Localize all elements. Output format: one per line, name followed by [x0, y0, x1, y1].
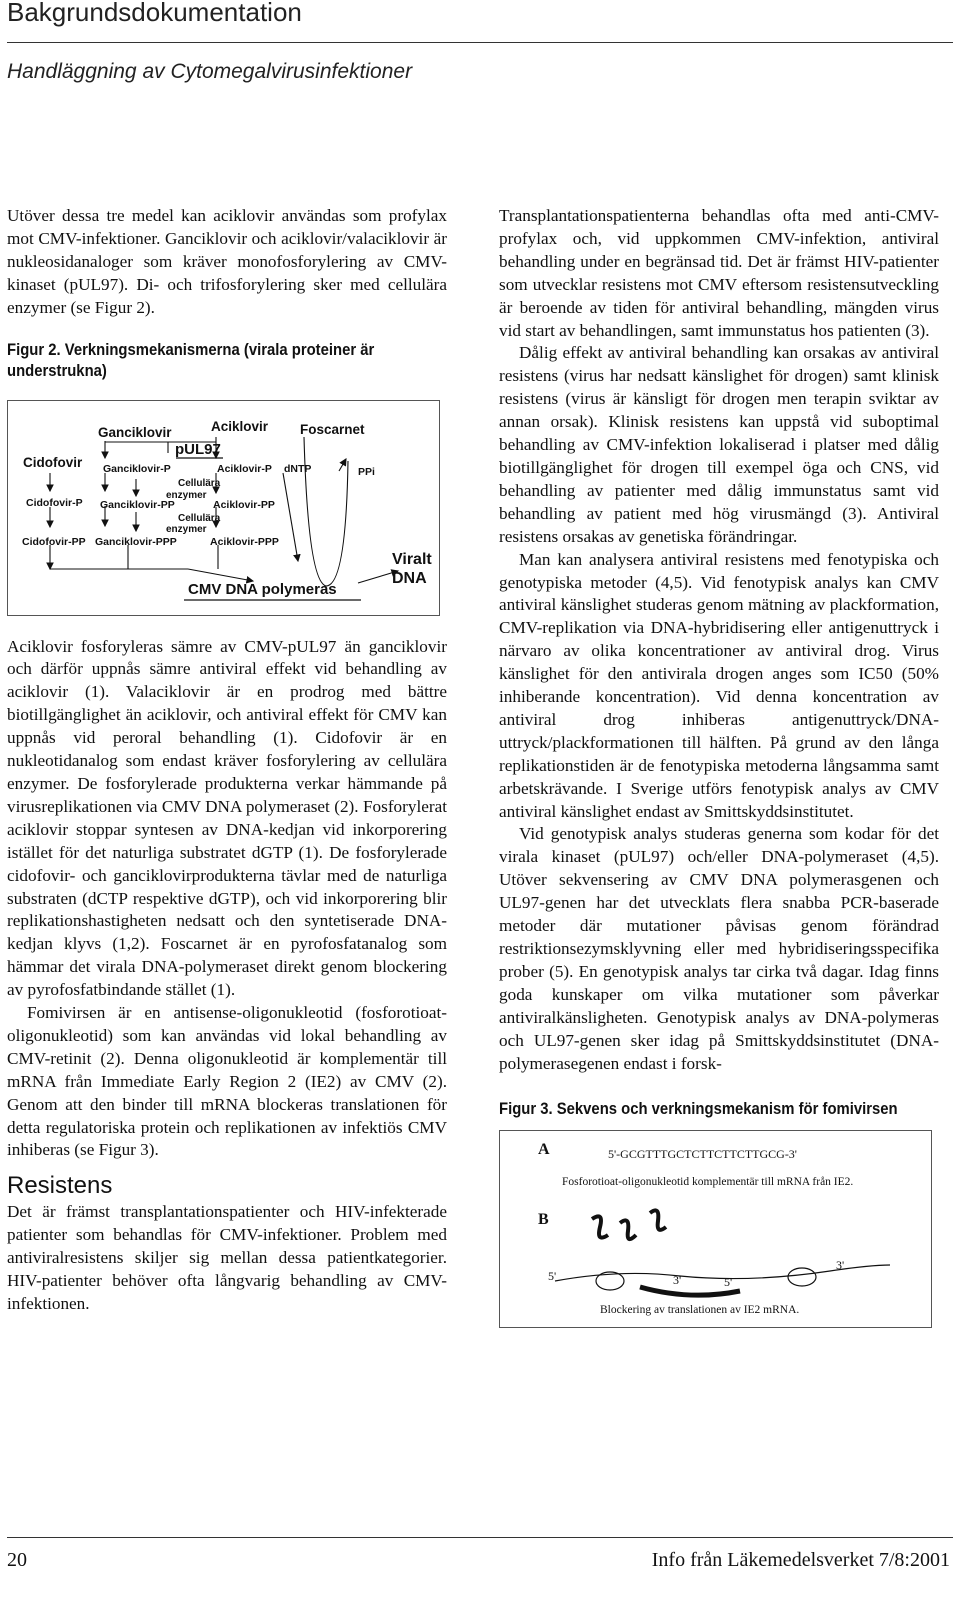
section-heading-resistens: Resistens	[7, 1172, 113, 1200]
label-dna: DNA	[392, 569, 427, 587]
three-prime-oligo: 3'	[673, 1273, 682, 1288]
label-a: A	[538, 1141, 550, 1159]
mechanism-paragraph: Aciklovir fosforyleras sämre av CMV-pUL97 än ganciklovir och därför uppnås sämre antiviral effekt vid behandling av aciklovir (1). Valaciklovir är en prodrog med bättre biotillgänglighet än aciklovir, och antiviral effekt för CMV kan uppnås vid peroral behandling (1). Cidofovir är en nukleotidanalog som endast kräver fosforylering av cellulära enzymer. De fosforylerade produkterna verkar hämmande på virusreplikationen via CMV DNA polymeraset (2). Fosforylerat aciklovir stoppar syntesen av DNA-kedjan vid inkorporering istället för det naturliga substratet dGTP (1). De fosforylerade cidofovir- och ganciklovirprodukterna tävlar med de naturliga substraten (dCTP respektive dGTP), och vid inkorporering blir replikationshastigheten nedsatt och den syntetiserade DNA-kedjan klyvs (1,2). Foscarnet är en pyrofosfatanalog som hämmar det virala DNA-polymeraset direkt genom blockering av pyrofosfatbindande stället (1).	[7, 636, 447, 1000]
label-cellulara-2: Cellulära	[178, 512, 221, 524]
label-ganciklovir-p: Ganciklovir-P	[103, 462, 171, 475]
intro-paragraph: Utöver dessa tre medel kan aciklovir användas som profylax mot CMV-infektioner. Ganciklovir och aciklovir/valaciklovir är nukleosidanaloger som kräver monofosforylering av CMV-kinaset (pUL97). Di- och trifosforylering sker med cellulära enzymer (se Figur 2).	[7, 206, 447, 317]
label-aciklovir-p: Aciklovir-P	[217, 462, 272, 475]
label-ganciklovir-ppp: Ganciklovir-PPP	[95, 535, 177, 548]
label-cidofovir-pp: Cidofovir-PP	[22, 535, 86, 548]
figure-3-caption: Figur 3. Sekvens och verkningsmekanism för fomivirsen	[499, 1100, 898, 1119]
label-cidofovir-p: Cidofovir-P	[26, 496, 83, 509]
label-pul97: pUL97	[175, 440, 221, 458]
label-cellulara-1: Cellulära	[178, 477, 221, 489]
label-dntp: dNTP	[284, 462, 312, 475]
page-number: 20	[7, 1549, 27, 1571]
document-header-title: Bakgrundsdokumentation	[7, 0, 302, 27]
sequence-label: 5'-GCGTTTGCTCTTCTTCTTGCG-3'	[608, 1147, 797, 1162]
phenotypic-paragraph: Man kan analysera antiviral resistens med fenotypiska och genotypiska metoder (4,5). Vid fenotypisk analys kan CMV antiviral känslighet studeras genom mätning av plackformation, CMV-replikation via DNA-hybridisering eller antigenuttryck i närvaro av olika koncentrationer av antiviral drog. Virus känslighet för den antivirala drogen anges som IC50 (50% inhiberande koncentration). Vid denna koncentration av antiviral drog inhiberas antigenuttryck/DNA-uttryck/plackformationen till hälften. På grund av den långa replikationstiden är de fenotypiska metoderna långsamma samt arbetskrävande. I Sverige utförs fenotypisk analys av CMV antiviral känslighet endast av Smittskyddsinstitutet.	[499, 549, 939, 821]
publication-name: Info från Läkemedelsverket 7/8:2001	[651, 1549, 950, 1571]
genotypic-paragraph: Vid genotypisk analys studeras generna som kodar för det virala kinaset (pUL97) och/eller DNA-polymeraset (4,5). Utöver sekvensering av CMV DNA polymerasgenen och UL97-genen har det utvecklats flera snabba PCR-baserade metoder där mutationer påvisas genom förändrad restriktionsezymsklyvning eller med hybridiseringsspecifika prober (5). En genotypisk analys tar cirka två dagar. Idag finns goda kunskaper om vilka mutationer som påverkar antiviralkänsligheten. Genotypisk analys av DNA-polymeras och UL97-genen sker idag på Smittskyddsinstitutet (DNA-polymerasegenen endast i forsk-	[499, 824, 939, 1073]
label-ganciklovir: Ganciklovir	[98, 424, 172, 440]
left-column	[7, 205, 447, 1316]
label-cmv-dna-polymeras: CMV DNA polymeras	[188, 580, 337, 598]
label-ppi: PPi	[358, 465, 375, 478]
label-aciklovir-pp: Aciklovir-PP	[213, 498, 275, 511]
clinical-resistance-paragraph: Dålig effekt av antiviral behandling kan orsakas av antiviral resistens (virus har nedsatt känslighet för drogen) samt klinisk resistens (virus är känsligt för drogen men terapin sviktar av annan orsak). Klinisk resistens kan uppstå vid suboptimal behandling av CMV-infektion lokaliserad i platser med dålig biotillgänglighet för drogen till exempel öga och CNS, vid behandling av patienter med dålig immunstatus samt vid behandling av patient med hög virusmängd (3). Antiviral resistens orsakas av genetiska förändringar.	[499, 343, 939, 546]
description-label: Fosforotioat-oligonukleotid komplementär till mRNA från IE2.	[562, 1176, 854, 1189]
header-divider	[7, 42, 953, 43]
figure-3-diagram	[499, 1130, 932, 1328]
footer-divider	[7, 1537, 953, 1538]
five-prime-oligo: 5'	[724, 1275, 733, 1290]
transplant-paragraph: Transplantationspatienterna behandlas ofta med anti-CMV-profylax och, vid uppkommen CMV-infektion, antiviral behandling under en begränsad tid. Det är främst HIV-patienter som utvecklar resistens mot CMV eftersom resistensutveckling är beroende av tiden för antiviral behandling, mängden virus vid start av behandlingen, samt immunstatus hos patienten (3).	[499, 206, 939, 340]
five-prime-mrna: 5'	[548, 1269, 557, 1284]
label-foscarnet: Foscarnet	[300, 421, 365, 437]
document-header-subtitle: Handläggning av Cytomegalvirusinfektioner	[7, 60, 413, 83]
label-enzymer-2: enzymer	[166, 523, 207, 535]
label-aciklovir-ppp: Aciklovir-PPP	[210, 535, 279, 548]
figure-2-diagram	[7, 400, 440, 616]
label-cidofovir: Cidofovir	[23, 454, 83, 470]
blocking-label: Blockering av translationen av IE2 mRNA.	[600, 1304, 800, 1317]
label-enzymer-1: enzymer	[166, 489, 207, 501]
resistens-paragraph: Det är främst transplantationspatienter och HIV-infekterade patienter som behandlas för CMV-infektioner. Problem med antiviralresistens skiljer sig mellan dessa patientkategorier. HIV-patienter behöver ofta långvarig behandling av CMV-infektionen.	[7, 1202, 447, 1313]
label-viralt: Viralt	[392, 550, 432, 568]
label-aciklovir: Aciklovir	[211, 418, 269, 434]
three-prime-mrna: 3'	[836, 1258, 845, 1273]
right-column	[499, 205, 939, 1328]
label-ganciklovir-pp: Ganciklovir-PP	[100, 498, 175, 511]
figure-2-caption: Figur 2. Verkningsmekanismerna (virala proteiner är understrukna)	[7, 340, 375, 380]
fomivirsen-paragraph: Fomivirsen är en antisense-oligonukleotid (fosforotioat-oligonukleotid) som kan användas vid lokal behandling av CMV-retinit (2). Denna oligonukleotid är komplementär till mRNA från Immediate Early Region 2 (IE2) av CMV (2). Genom att den binder till mRNA blockeras translationen för detta regulatoriska protein och replikationen av infektiös CMV inhiberas (se Figur 3).	[7, 1003, 447, 1160]
label-b: B	[538, 1211, 549, 1229]
